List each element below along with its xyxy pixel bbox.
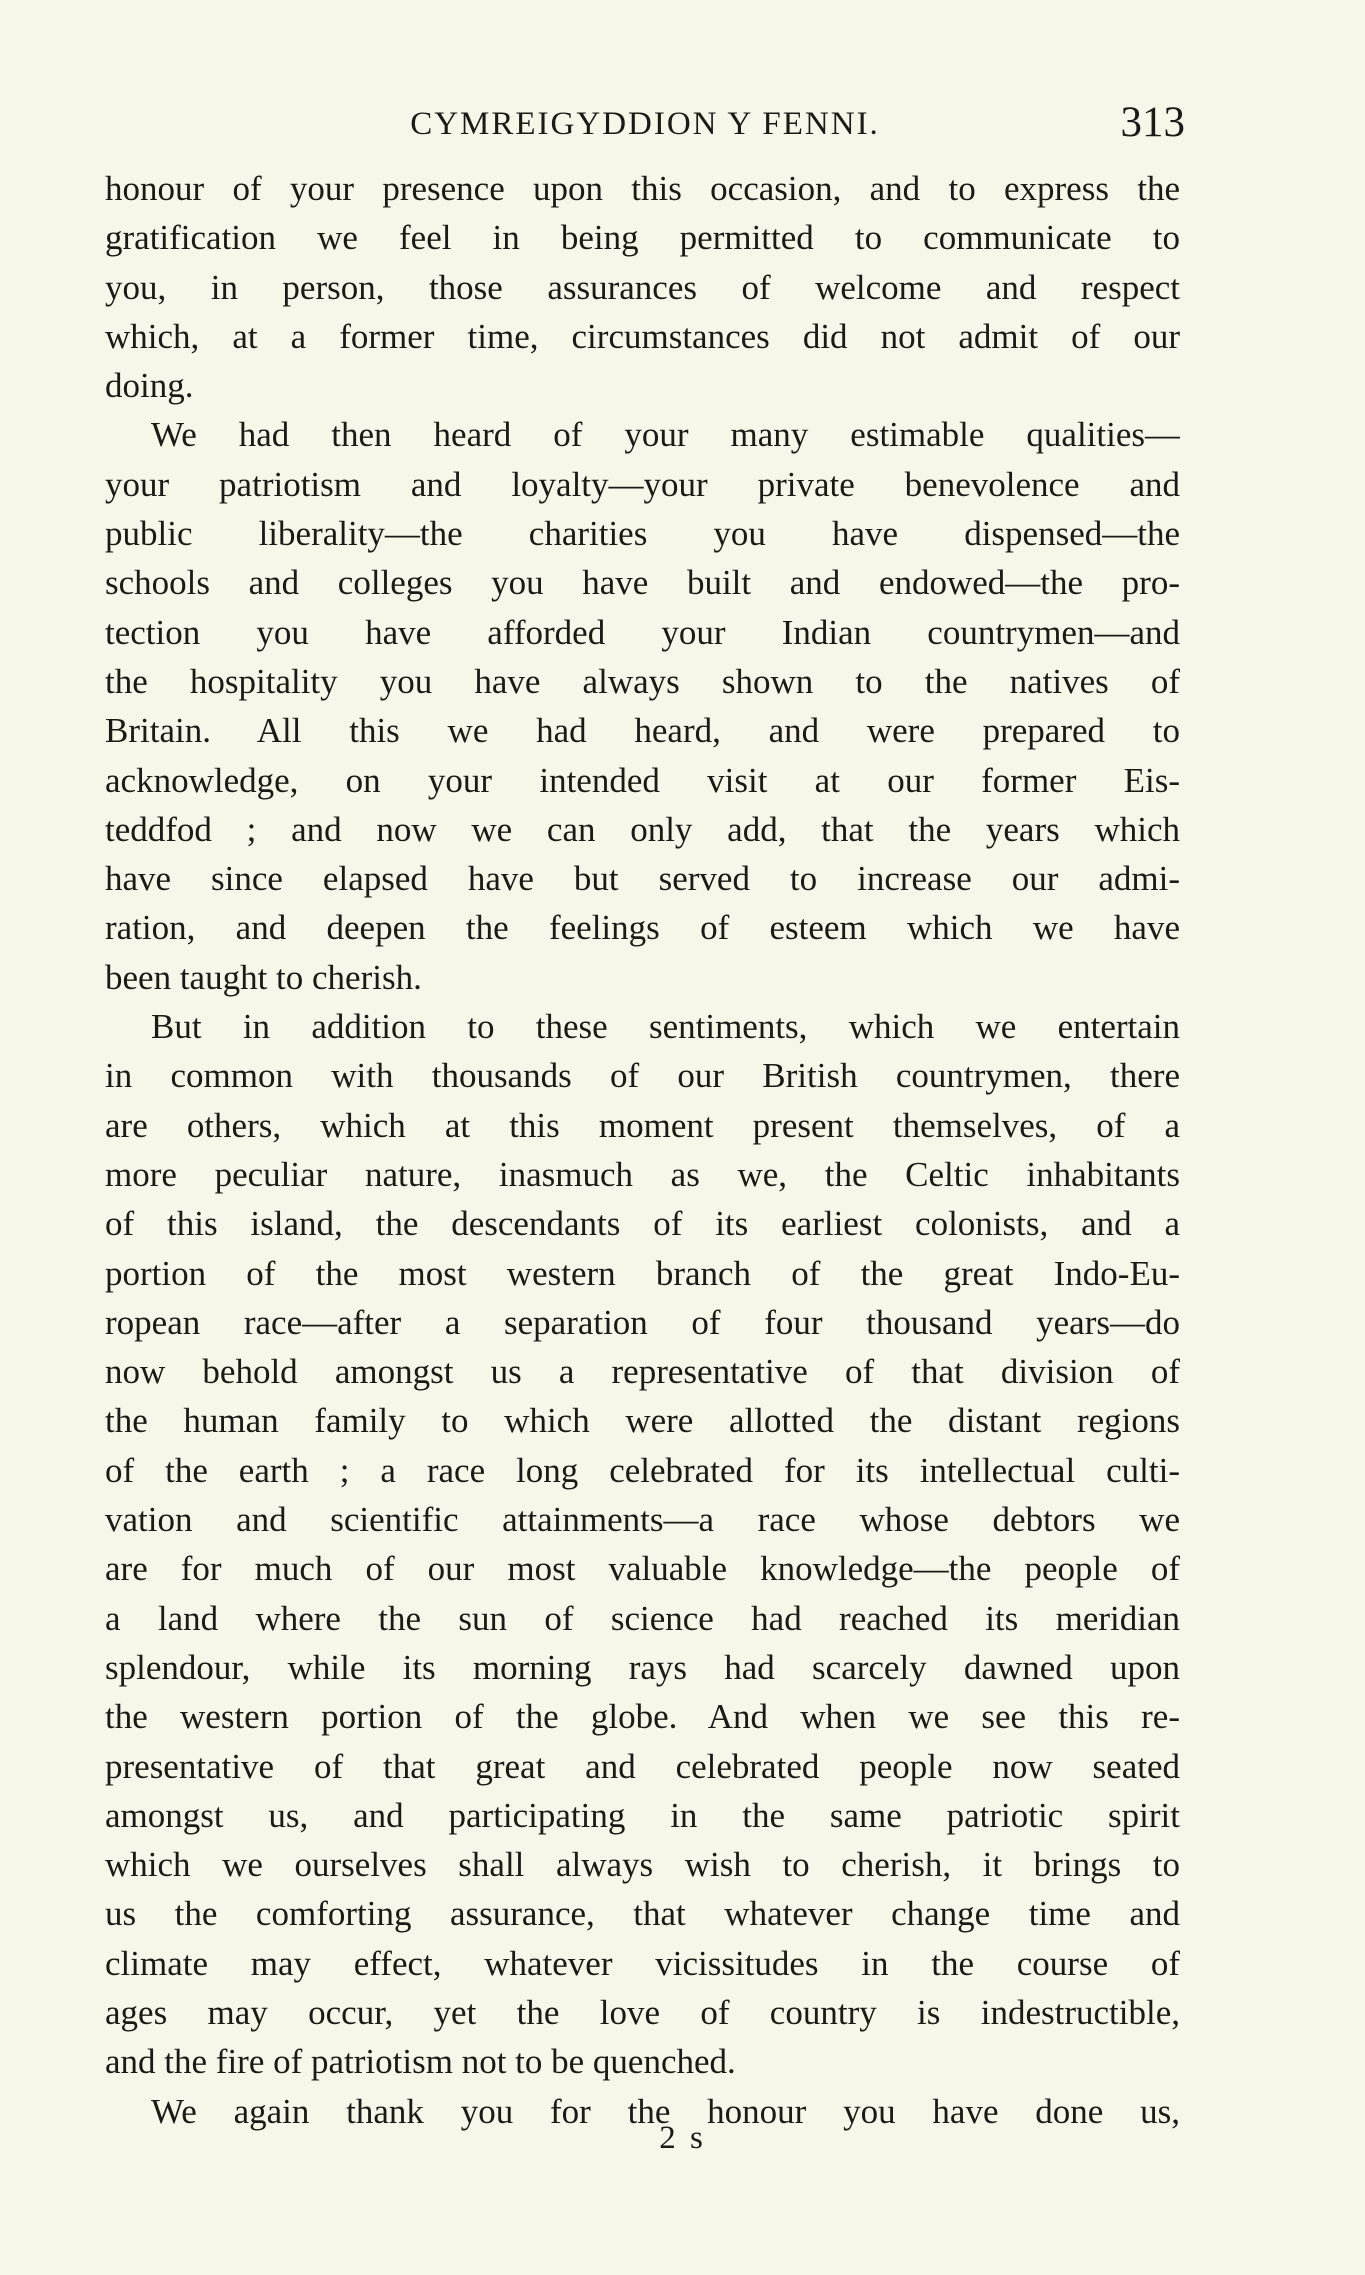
text-line: more peculiar nature, inasmuch as we, the Celtic inhabitants (105, 1154, 1180, 1194)
text-line: of this island, the descendants of its earliest colonists, and a (105, 1204, 1180, 1244)
text-line: you, in person, those assurances of welcome and respect (105, 267, 1180, 307)
text-line: ration, and deepen the feelings of esteem which we have (105, 908, 1180, 948)
text-line: presentative of that great and celebrated people now seated (105, 1746, 1180, 1786)
text-line: your patriotism and loyalty—your private benevolence and (105, 464, 1180, 504)
text-line: a land where the sun of science had reached its meridian (105, 1598, 1180, 1638)
text-line: been taught to cherish. (105, 957, 422, 997)
text-line: which, at a former time, circumstances did not admit of our (105, 316, 1180, 356)
text-line: amongst us, and participating in the same patriotic spirit (105, 1795, 1180, 1835)
text-line: climate may effect, whatever vicissitudes in the course of (105, 1943, 1180, 1983)
text-line: the western portion of the globe. And when we see this re- (105, 1697, 1180, 1737)
text-line: But in addition to these sentiments, which we entertain (151, 1007, 1180, 1047)
text-line: are others, which at this moment present themselves, of a (105, 1105, 1180, 1145)
text-line: of the earth ; a race long celebrated for its intellectual culti- (105, 1450, 1180, 1490)
text-line: which we ourselves shall always wish to cherish, it brings to (105, 1845, 1180, 1885)
text-line: We had then heard of your many estimable qualities— (151, 415, 1180, 455)
text-line: portion of the most western branch of the great Indo-Eu- (105, 1253, 1180, 1293)
page-number: 313 (1120, 99, 1185, 146)
text-line: have since elapsed have but served to increase our admi- (105, 859, 1180, 899)
text-line: now behold amongst us a representative of that division of (105, 1352, 1180, 1392)
text-line: vation and scientific attainments—a race whose debtors we (105, 1500, 1180, 1540)
text-line: the hospitality you have always shown to the natives of (105, 661, 1180, 701)
text-line: gratification we feel in being permitted to communicate to (105, 218, 1180, 258)
text-line: schools and colleges you have built and endowed—the pro- (105, 563, 1180, 603)
text-line: ropean race—after a separation of four thousand years—do (105, 1302, 1180, 1342)
signature-mark: 2 s (659, 2120, 706, 2156)
body-text (105, 164, 1180, 2136)
text-line: honour of your presence upon this occasion, and to express the (105, 169, 1180, 208)
text-line: doing. (105, 366, 194, 406)
text-line: acknowledge, on your intended visit at our former Eis- (105, 760, 1180, 800)
text-line: teddfod ; and now we can only add, that the years which (105, 809, 1180, 849)
text-line: splendour, while its morning rays had scarcely dawned upon (105, 1647, 1180, 1687)
text-line: and the fire of patriotism not to be quenched. (105, 2042, 736, 2082)
text-line: We again thank you for the honour you have done us, (151, 2091, 1180, 2131)
text-line: the human family to which were allotted the distant regions (105, 1401, 1180, 1441)
text-line: tection you have afforded your Indian countrymen—and (105, 612, 1180, 652)
text-line: are for much of our most valuable knowledge—the people of (105, 1549, 1180, 1589)
text-line: ages may occur, yet the love of country is indestructible, (105, 1992, 1180, 2032)
text-line: us the comforting assurance, that whatever change time and (105, 1894, 1180, 1934)
running-title: CYMREIGYDDION Y FENNI. (410, 106, 880, 142)
page-header (105, 98, 1185, 158)
text-line: public liberality—the charities you have dispensed—the (105, 514, 1180, 554)
text-line: Britain. All this we had heard, and were prepared to (105, 711, 1180, 751)
text-line: in common with thousands of our British countrymen, there (105, 1056, 1180, 1096)
